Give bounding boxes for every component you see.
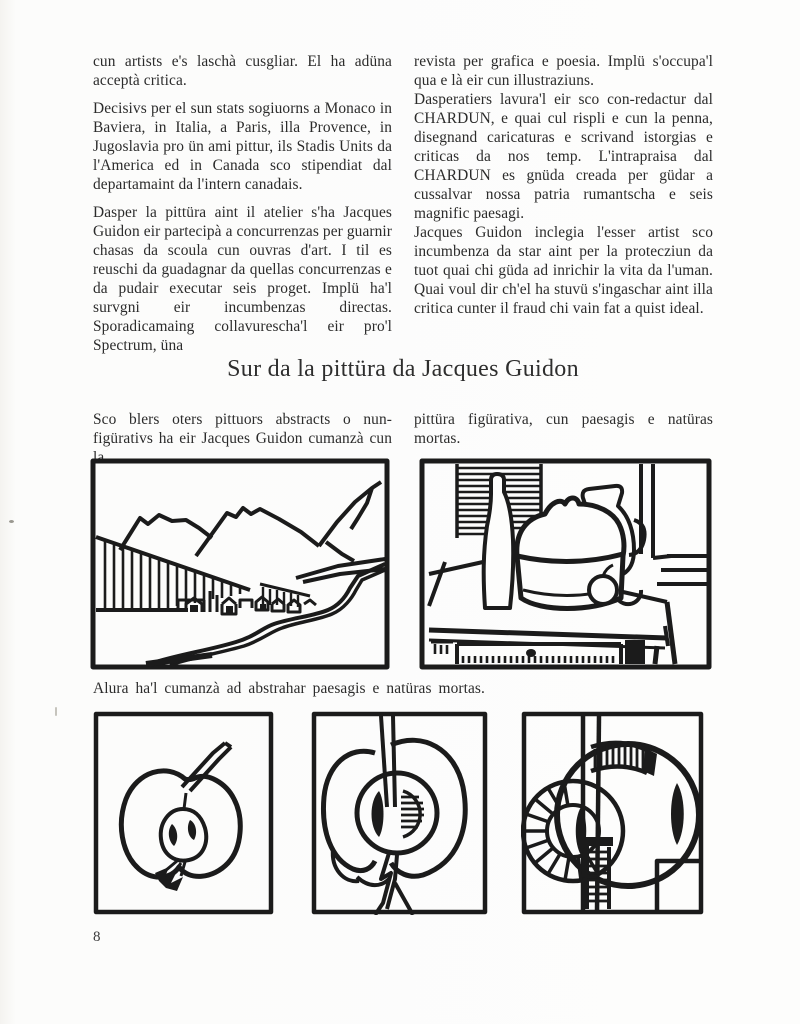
paragraph: Jacques Guidon inclegia l'esser artist sco incumbenza da star aint per la protecziun da tuot quai chi güda ad inrichir la vita da l'uman. Quai voul dir ch'el ha stuvü s'ingaschar aint illa critica cunter il fraud chi vain fat a quist ideal. — [414, 224, 713, 317]
bottom-zigzag — [357, 853, 413, 915]
apple-half-sketch — [93, 711, 274, 915]
paragraph: cun artists e's laschà cusgliar. El ha adüna acceptà critica. — [93, 53, 392, 89]
apple-geometric-sketch — [521, 711, 704, 915]
paragraph: Decisivs per el sun stats sogiuorns a Monaco in Baviera, in Italia, a Paris, illa Provence, in Jugoslavia pro ün ami pittur, ils Stadis Units da l'America ed in Canada sco stipendiat dal departamaint da l'intern canadais. — [93, 100, 392, 193]
still-life-sketch — [419, 458, 712, 670]
bottle — [484, 474, 514, 608]
landscape-sketch — [90, 458, 390, 670]
article-columns — [93, 52, 713, 355]
shelf-lines — [657, 556, 707, 584]
blossom-tuft — [155, 861, 185, 891]
apple-abstract-sketch — [311, 711, 488, 915]
scan-speck — [9, 520, 14, 523]
village-houses — [178, 591, 316, 614]
left-lobe — [323, 751, 375, 881]
page-number: 8 — [93, 929, 101, 945]
winding-road — [146, 564, 385, 665]
section-heading: Sur da la pittüra da Jacques Guidon — [227, 356, 579, 382]
article-column-right — [414, 52, 713, 355]
article-column-left — [93, 52, 392, 355]
paragraph: Dasper la pittüra aint il atelier s'ha Jacques Guidon eir partecipà a concurrenzas per guarnir chasas da scoula cun ouvras d'art. I til es reuschi da guadagnar da quellas concurrenzas e da pudair executar seis proget. Implü ha'l survgni eir incumbenzas directas. Sporadicamaing collavurescha'l eir pro'l Spectrum, üna — [93, 204, 392, 354]
right-crescent — [671, 783, 684, 845]
stem — [381, 716, 395, 807]
paragraph: revista per grafica e poesia. Implü s'occupa'l qua e là eir cun illustraziuns. — [414, 53, 713, 89]
core — [357, 773, 437, 853]
scan-speck — [55, 707, 57, 716]
window-frame — [641, 464, 671, 558]
paragraph: pittüra figürativa, cun paesagis e natüras mortas. — [414, 411, 713, 447]
mountains — [120, 482, 381, 561]
core — [161, 793, 206, 861]
paragraph: Dasperatiers lavura'l eir sco con-redactur dal CHARDUN, e quai cul rispli e cun la penna, disegnand caricaturas e scrivand istorgias e criticas da nos temp. L'intrapraisa dal CHARDUN es gnüda creada per güdar a cussalvar nossa patria rumantscha e seis magnific paesagi. — [414, 91, 713, 222]
top-ladder — [591, 743, 657, 776]
paragraph: Sco blers oters pittuors abstracts o nun-figürativs ha eir Jacques Guidon cumanzà cun la — [93, 411, 392, 466]
figure-caption: Alura ha'l cumanzà ad abstrahar paesagis e natüras mortas. — [93, 680, 485, 697]
